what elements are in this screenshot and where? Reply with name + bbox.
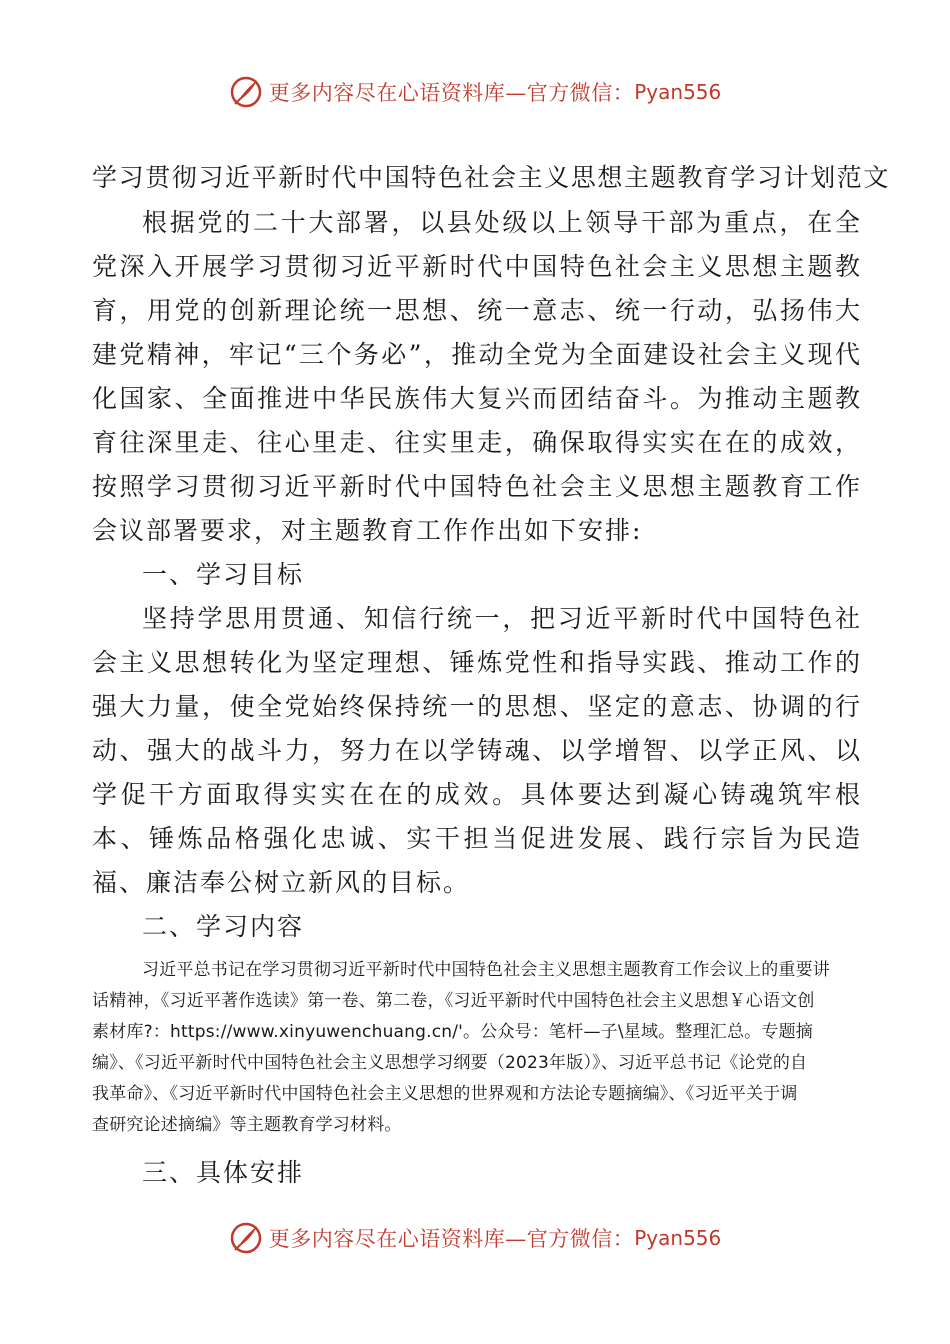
footer-watermark bbox=[0, 1216, 950, 1260]
wechat-id: Pyan556 bbox=[634, 80, 722, 104]
quill-logo-icon bbox=[229, 1221, 263, 1255]
content-paragraph bbox=[92, 955, 862, 1141]
content-line: 编》、《习近平新时代中国特色社会主义思想学习纲要（2023年版）》、习近平总书记《论党的自 bbox=[92, 1053, 808, 1073]
document-body bbox=[92, 156, 891, 1195]
goals-paragraph: 坚持学思用贯通、知信行统一，把习近平新时代中国特色社会主义思想转化为坚定理想、锤炼党性和指导实践、推动工作的强大力量，使全党始终保持统一的思想、坚定的意志、协调的行动、强大的战斗力，努力在以学铸魂、以学增智、以学正风、以学促干方面取得实实在在的成效。具体要达到凝心铸魂筑牢根本、锤炼品格强化忠诚、实干担当促进发展、践行宗旨为民造福、廉洁奉公树立新风的目标。 bbox=[92, 604, 862, 897]
content-line: 素材库?：https://www.xinyuwenchuang.cn/'。公众号：笔杆—子\星域。整理汇总。专题摘 bbox=[92, 1022, 813, 1042]
watermark-text: 更多内容尽在心语资料库—官方微信： bbox=[268, 81, 635, 105]
content-line: 查研究论述摘编》等主题教育学习材料。 bbox=[92, 1115, 402, 1135]
content-line: 习近平总书记在学习贯彻习近平新时代中国特色社会主义思想主题教育工作会议上的重要讲 bbox=[142, 960, 830, 980]
header-watermark bbox=[0, 70, 950, 114]
document-title: 学习贯彻习近平新时代中国特色社会主义思想主题教育学习计划范文 bbox=[92, 163, 891, 192]
quill-logo-icon bbox=[229, 75, 263, 109]
section-heading-content: 二、学习内容 bbox=[142, 912, 305, 941]
section-heading-arrangement: 三、具体安排 bbox=[142, 1158, 305, 1187]
watermark-text: 更多内容尽在心语资料库—官方微信： bbox=[268, 1227, 635, 1251]
section-heading-goals: 一、学习目标 bbox=[142, 560, 305, 589]
content-line: 话精神，《习近平著作选读》第一卷、第二卷，《习近平新时代中国特色社会主义思想￥心语文创 bbox=[92, 991, 815, 1011]
content-line: 我革命》、《习近平新时代中国特色社会主义思想的世界观和方法论专题摘编》、《习近平关于调 bbox=[92, 1084, 798, 1104]
intro-paragraph: 根据党的二十大部署，以县处级以上领导干部为重点，在全党深入开展学习贯彻习近平新时代中国特色社会主义思想主题教育，用党的创新理论统一思想、统一意志、统一行动，弘扬伟大建党精神，牢记“三个务必”，推动全党为全面建设社会主义现代化国家、全面推进中华民族伟大复兴而团结奋斗。为推动主题教育往深里走、往心里走、往实里走，确保取得实实在在的成效，按照学习贯彻习近平新时代中国特色社会主义思想主题教育工作会议部署要求，对主题教育工作作出如下安排: bbox=[92, 208, 862, 545]
wechat-id: Pyan556 bbox=[634, 1226, 722, 1250]
